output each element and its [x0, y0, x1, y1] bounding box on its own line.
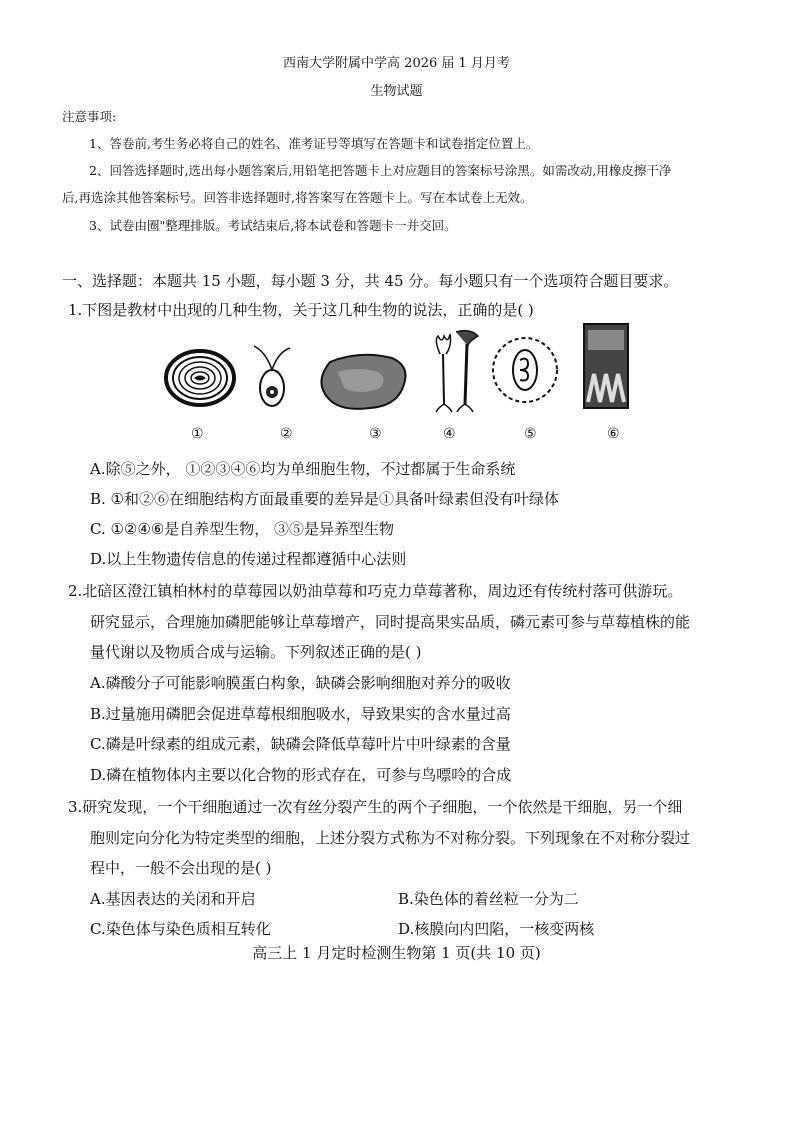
option-b: B.过量施用磷肥会促进草莓根细胞吸水，导致果实的含水量过高	[90, 705, 511, 723]
question-stem: 3.研究发现，一个干细胞通过一次有丝分裂产生的两个子细胞，一个依然是干细胞，另一个细	[68, 798, 683, 816]
organism-6-illustration	[584, 324, 628, 408]
question-stem: 量代谢以及物质合成与运输。下列叙述正确的是( )	[90, 643, 422, 661]
organisms-figure	[160, 322, 640, 447]
page-subtitle: 生物试题	[370, 84, 423, 99]
option-d: D.磷在植物体内主要以化合物的形式存在，可参与鸟嘌呤的合成	[90, 766, 512, 784]
organism-3-illustration	[321, 355, 405, 409]
question-stem: 研究显示，合理施加磷肥能够让草莓增产，同时提高果实品质，磷元素可参与草莓植株的能	[90, 613, 691, 631]
option-b: B. ①和②⑥在细胞结构方面最重要的差异是①具备叶绿素但没有叶绿体	[90, 490, 560, 508]
figure-label-4: ④	[443, 426, 456, 442]
option-a: A.磷酸分子可能影响膜蛋白构象，缺磷会影响细胞对养分的吸收	[90, 674, 511, 692]
option-b: B.染色体的着丝粒一分为二	[398, 890, 579, 908]
notice-item: 3、试卷由圈"整理排版。考试结束后,将本试卷和答题卡一并交回。	[89, 218, 457, 233]
notice-heading: 注意事项:	[62, 109, 117, 124]
option-c: C. ①②④⑥是自养型生物， ③⑤是异养型生物	[90, 520, 395, 538]
notice-item: 1、答卷前,考生务必将自己的姓名、准考证号等填写在答题卡和试卷指定位置上。	[89, 136, 539, 151]
question-stem: 2.北碚区澄江镇柏林村的草莓园以奶油草莓和巧克力草莓著称，周边还有传统村落可供游玩。	[68, 582, 683, 600]
organism-1-illustration	[166, 351, 234, 405]
organism-5-illustration	[493, 338, 557, 402]
question-stem: 程中，一般不会出现的是( )	[90, 859, 272, 877]
notice-item: 2、回答选择题时,选出每小题答案后,用铅笔把答题卡上对应题目的答案标号涂黑。如需改动,用橡皮擦干净	[89, 163, 672, 178]
section-heading: 一、选择题：本题共 15 小题，每小题 3 分，共 45 分。每小题只有一个选项符合题目要求。	[62, 272, 679, 290]
option-d: D.以上生物遗传信息的传递过程都遵循中心法则	[90, 550, 407, 568]
notice-item: 后,再选涂其他答案标号。回答非选择题时,将答案写在答题卡上。写在本试卷上无效。	[62, 190, 533, 205]
figure-label-1: ①	[191, 426, 204, 442]
page-title: 西南大学附属中学高 2026 届 1 月月考	[283, 56, 510, 71]
organism-2-illustration	[254, 346, 290, 406]
organism-4-illustration	[436, 331, 478, 412]
option-c: C.磷是叶绿素的组成元素，缺磷会降低草莓叶片中叶绿素的含量	[90, 735, 511, 753]
figure-label-5: ⑤	[524, 426, 537, 442]
option-d: D.核膜向内凹陷，一核变两核	[398, 920, 595, 938]
figure-label-6: ⑥	[607, 426, 620, 442]
option-a: A.除⑤之外， ①②③④⑥均为单细胞生物，不过都属于生命系统	[90, 460, 516, 478]
option-c: C.染色体与染色质相互转化	[90, 920, 271, 938]
question-stem: 1.下图是教材中出现的几种生物，关于这几种生物的说法，正确的是( )	[68, 301, 534, 319]
page-footer: 高三上 1 月定时检测生物第 1 页(共 10 页)	[252, 944, 541, 962]
figure-label-2: ②	[280, 426, 293, 442]
option-a: A.基因表达的关闭和开启	[90, 890, 256, 908]
question-stem: 胞则定向分化为特定类型的细胞，上述分裂方式称为不对称分裂。下列现象在不对称分裂过	[90, 829, 691, 847]
figure-label-3: ③	[369, 426, 382, 442]
